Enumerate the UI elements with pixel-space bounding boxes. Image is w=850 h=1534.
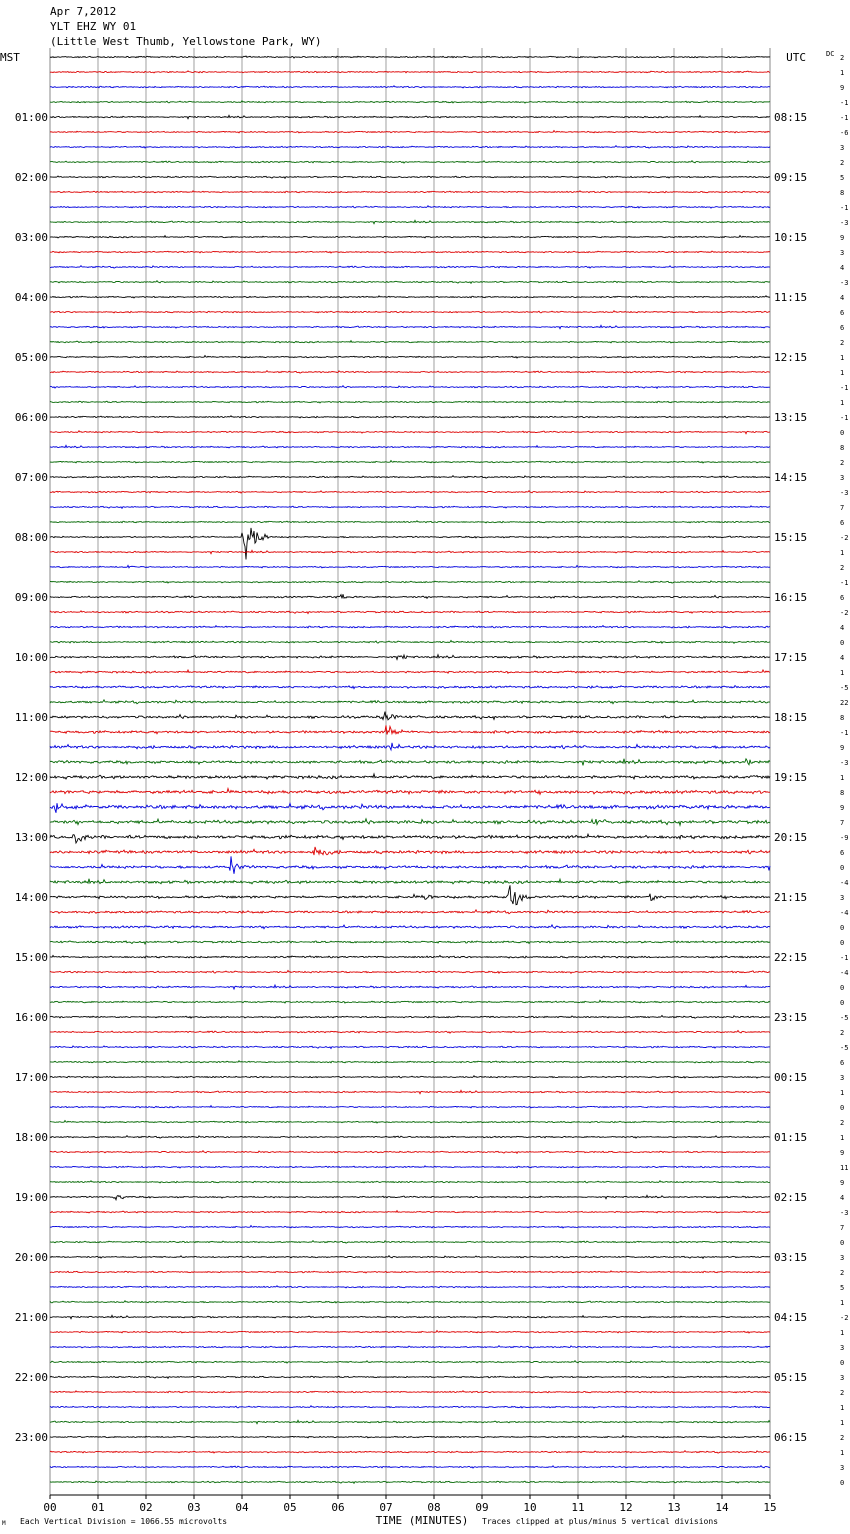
dc-offset-value: 11: [840, 1164, 849, 1172]
trace-row-27: [50, 461, 770, 463]
dc-offset-value: -4: [840, 879, 849, 887]
dc-offset-value: 3: [840, 1254, 845, 1262]
trace-row-83: [50, 1301, 770, 1303]
dc-offset-value: 7: [840, 819, 845, 827]
hour-label-utc: 21:15: [774, 891, 808, 904]
trace-row-26: [50, 445, 770, 448]
dc-offset-value: 3: [840, 144, 845, 152]
trace-row-13: [50, 251, 770, 253]
dc-offset-value: 0: [840, 984, 845, 992]
hour-label-mst: 01:00: [14, 111, 48, 124]
x-tick-label: 11: [571, 1501, 585, 1514]
hour-label-mst: 03:00: [14, 231, 48, 244]
x-tick-label: 06: [331, 1501, 345, 1514]
dc-offset-value: 3: [840, 1344, 845, 1352]
dc-offset-value: 2: [840, 459, 845, 467]
dc-offset-value: 1: [840, 1449, 845, 1457]
dc-offset-value: 5: [840, 174, 845, 182]
trace-row-25: [50, 431, 770, 434]
hour-label-mst: 22:00: [14, 1371, 48, 1384]
trace-row-47: [50, 759, 770, 766]
trace-row-39: [50, 640, 770, 643]
x-tick-label: 00: [43, 1501, 57, 1514]
hour-label-utc: 17:15: [774, 651, 808, 664]
dc-offset-value: 0: [840, 1239, 845, 1247]
dc-offset-value: -1: [840, 114, 849, 122]
trace-row-71: [50, 1121, 770, 1123]
dc-offset-value: 8: [840, 444, 845, 452]
dc-offset-value: -4: [840, 969, 849, 977]
dc-offset-value: 6: [840, 849, 845, 857]
hour-label-mst: 15:00: [14, 951, 48, 964]
x-tick-label: 04: [235, 1501, 249, 1514]
trace-row-42: [50, 686, 770, 689]
hour-label-utc: 15:15: [774, 531, 808, 544]
hour-label-utc: 01:15: [774, 1131, 808, 1144]
hour-label-mst: 09:00: [14, 591, 48, 604]
dc-offset-value: -1: [840, 954, 849, 962]
dc-offset-value: 3: [840, 1074, 845, 1082]
x-tick-label: 05: [283, 1501, 297, 1514]
trace-row-12: [50, 236, 770, 238]
dc-offset-value: 1: [840, 774, 845, 782]
trace-row-68: [50, 1076, 770, 1078]
dc-offset-value: 4: [840, 1194, 845, 1202]
trace-row-33: [50, 550, 770, 553]
trace-row-34: [50, 565, 770, 567]
trace-row-31: [50, 521, 770, 523]
trace-row-10: [50, 206, 770, 208]
trace-row-24: [50, 416, 770, 418]
dc-offset-value: 6: [840, 1059, 845, 1067]
trace-row-3: [50, 101, 770, 103]
trace-row-73: [50, 1151, 770, 1154]
hour-label-utc: 00:15: [774, 1071, 808, 1084]
trace-row-35: [50, 581, 770, 583]
trace-row-77: [50, 1211, 770, 1213]
dc-offset-value: -1: [840, 204, 849, 212]
trace-row-78: [50, 1226, 770, 1228]
trace-row-14: [50, 266, 770, 268]
trace-row-23: [50, 401, 770, 403]
dc-offset-value: -1: [840, 579, 849, 587]
hour-label-mst: 13:00: [14, 831, 48, 844]
dc-offset-value: 1: [840, 1134, 845, 1142]
dc-offset-value: 9: [840, 744, 845, 752]
trace-row-36: [50, 594, 770, 598]
dc-offset-value: 4: [840, 294, 845, 302]
x-tick-label: 10: [523, 1501, 537, 1514]
trace-row-57: [50, 910, 770, 914]
dc-offset-value: 1: [840, 399, 845, 407]
dc-offset-value: 8: [840, 789, 845, 797]
hour-label-utc: 14:15: [774, 471, 808, 484]
hour-label-mst: 02:00: [14, 171, 48, 184]
dc-offset-value: 6: [840, 519, 845, 527]
dc-offset-value: 1: [840, 1329, 845, 1337]
x-tick-label: 09: [475, 1501, 489, 1514]
hour-label-mst: 20:00: [14, 1251, 48, 1264]
footer-scale-note: Each Vertical Division = 1066.55 microvolts: [20, 1517, 228, 1526]
trace-row-22: [50, 386, 770, 389]
hour-label-utc: 03:15: [774, 1251, 808, 1264]
trace-row-60: [50, 955, 770, 958]
trace-row-63: [50, 1000, 770, 1003]
hour-label-utc: 04:15: [774, 1311, 808, 1324]
hour-label-mst: 06:00: [14, 411, 48, 424]
hour-label-mst: 12:00: [14, 771, 48, 784]
hour-label-utc: 08:15: [774, 111, 808, 124]
hour-label-utc: 18:15: [774, 711, 808, 724]
trace-row-53: [50, 847, 770, 855]
trace-row-44: [50, 712, 770, 720]
header-location: (Little West Thumb, Yellowstone Park, WY): [50, 35, 322, 48]
dc-offset-value: 2: [840, 159, 845, 167]
trace-row-67: [50, 1061, 770, 1063]
trace-row-92: [50, 1436, 770, 1438]
trace-row-80: [50, 1256, 770, 1259]
hour-label-mst: 16:00: [14, 1011, 48, 1024]
dc-offset-value: 0: [840, 999, 845, 1007]
header-station: YLT EHZ WY 01: [50, 20, 137, 33]
trace-row-19: [50, 341, 770, 343]
dc-offset-value: -5: [840, 1014, 849, 1022]
dc-offset-value: 7: [840, 1224, 845, 1232]
dc-offset-value: -2: [840, 609, 849, 617]
trace-row-52: [50, 834, 770, 843]
hour-label-utc: 09:15: [774, 171, 808, 184]
dc-offset-value: 8: [840, 189, 845, 197]
trace-row-82: [50, 1286, 770, 1288]
trace-row-32: [50, 528, 770, 560]
trace-row-28: [50, 476, 770, 478]
trace-row-58: [50, 925, 770, 929]
trace-row-49: [50, 788, 770, 794]
hour-label-mst: 10:00: [14, 651, 48, 664]
trace-row-65: [50, 1031, 770, 1034]
trace-row-89: [50, 1391, 770, 1393]
trace-row-51: [50, 819, 770, 825]
trace-row-74: [50, 1166, 770, 1168]
dc-offset-value: -1: [840, 384, 849, 392]
x-tick-label: 15: [763, 1501, 777, 1514]
trace-row-56: [50, 885, 770, 904]
x-tick-label: 14: [715, 1501, 729, 1514]
hour-label-utc: 11:15: [774, 291, 808, 304]
dc-offset-value: 1: [840, 1299, 845, 1307]
trace-row-61: [50, 970, 770, 973]
hour-label-mst: 08:00: [14, 531, 48, 544]
dc-offset-value: 3: [840, 1464, 845, 1472]
dc-offset-value: 1: [840, 369, 845, 377]
dc-offset-value: 4: [840, 624, 845, 632]
trace-row-76: [50, 1195, 770, 1199]
hour-label-mst: 18:00: [14, 1131, 48, 1144]
hour-label-mst: 19:00: [14, 1191, 48, 1204]
trace-row-59: [50, 941, 770, 944]
trace-row-84: [50, 1315, 770, 1318]
dc-offset-value: 1: [840, 1419, 845, 1427]
trace-row-95: [50, 1481, 770, 1483]
trace-row-40: [50, 655, 770, 660]
dc-offset-value: -1: [840, 414, 849, 422]
trace-row-48: [50, 774, 770, 779]
dc-offset-value: 2: [840, 54, 845, 62]
dc-offset-value: -1: [840, 99, 849, 107]
hour-label-utc: 10:15: [774, 231, 808, 244]
trace-row-94: [50, 1466, 770, 1468]
dc-offset-value: 9: [840, 84, 845, 92]
dc-offset-value: -6: [840, 129, 849, 137]
dc-offset-value: 1: [840, 669, 845, 677]
trace-row-46: [50, 743, 770, 750]
hour-label-mst: 07:00: [14, 471, 48, 484]
trace-row-21: [50, 371, 770, 373]
dc-offset-value: 2: [840, 564, 845, 572]
hour-label-utc: 13:15: [774, 411, 808, 424]
dc-offset-value: 9: [840, 1179, 845, 1187]
trace-row-64: [50, 1016, 770, 1019]
dc-offset-value: 0: [840, 429, 845, 437]
hour-label-utc: 23:15: [774, 1011, 808, 1024]
dc-offset-value: 1: [840, 1404, 845, 1412]
dc-offset-value: -5: [840, 684, 849, 692]
x-tick-label: 13: [667, 1501, 681, 1514]
trace-row-17: [50, 311, 770, 313]
dc-offset-value: 1: [840, 1089, 845, 1097]
trace-row-1: [50, 71, 770, 73]
dc-offset-value: -2: [840, 534, 849, 542]
trace-row-29: [50, 491, 770, 493]
trace-row-90: [50, 1406, 770, 1408]
trace-row-15: [50, 281, 770, 284]
dc-offset-value: 3: [840, 1374, 845, 1382]
trace-row-88: [50, 1376, 770, 1378]
footer-clip-note: Traces clipped at plus/minus 5 vertical divisions: [482, 1517, 719, 1526]
hour-label-mst: 14:00: [14, 891, 48, 904]
trace-row-37: [50, 611, 770, 614]
dc-offset-value: 6: [840, 324, 845, 332]
dc-label: DC: [826, 50, 835, 58]
trace-row-55: [50, 879, 770, 884]
x-axis-title: TIME (MINUTES): [375, 1514, 469, 1527]
dc-offset-value: 7: [840, 504, 845, 512]
dc-offset-value: 9: [840, 1149, 845, 1157]
dc-offset-value: 22: [840, 699, 849, 707]
dc-offset-value: 1: [840, 69, 845, 77]
trace-row-11: [50, 220, 770, 223]
x-tick-label: 03: [187, 1501, 201, 1514]
trace-row-38: [50, 626, 770, 628]
trace-row-50: [50, 803, 770, 813]
trace-row-18: [50, 325, 770, 328]
hour-label-mst: 23:00: [14, 1431, 48, 1444]
trace-row-41: [50, 670, 770, 673]
trace-row-0: [50, 56, 770, 58]
dc-offset-value: 9: [840, 234, 845, 242]
header-date: Apr 7,2012: [50, 5, 117, 18]
dc-offset-value: -3: [840, 759, 849, 767]
dc-offset-value: -3: [840, 1209, 849, 1217]
x-tick-label: 12: [619, 1501, 633, 1514]
dc-offset-value: 0: [840, 1479, 845, 1487]
left-timezone-label: MST: [0, 51, 20, 64]
dc-offset-value: 2: [840, 1119, 845, 1127]
dc-offset-value: 0: [840, 1104, 845, 1112]
trace-row-79: [50, 1241, 770, 1243]
x-tick-label: 01: [91, 1501, 105, 1514]
x-tick-label: 08: [427, 1501, 441, 1514]
dc-offset-value: 2: [840, 1269, 845, 1277]
dc-offset-value: 3: [840, 894, 845, 902]
dc-offset-value: -2: [840, 1314, 849, 1322]
trace-row-72: [50, 1136, 770, 1138]
hour-label-utc: 12:15: [774, 351, 808, 364]
dc-offset-value: -4: [840, 909, 849, 917]
dc-offset-value: -1: [840, 729, 849, 737]
dc-offset-value: 3: [840, 249, 845, 257]
trace-row-5: [50, 131, 770, 133]
dc-offset-value: 2: [840, 1434, 845, 1442]
dc-offset-value: 2: [840, 1389, 845, 1397]
right-timezone-label: UTC: [786, 51, 806, 64]
dc-offset-value: -3: [840, 279, 849, 287]
trace-row-87: [50, 1361, 770, 1363]
trace-row-81: [50, 1271, 770, 1273]
dc-offset-value: 6: [840, 309, 845, 317]
dc-offset-value: 0: [840, 939, 845, 947]
dc-offset-value: 5: [840, 1284, 845, 1292]
trace-row-9: [50, 191, 770, 193]
dc-offset-value: -3: [840, 489, 849, 497]
hour-label-mst: 17:00: [14, 1071, 48, 1084]
trace-row-16: [50, 296, 770, 298]
dc-offset-value: 0: [840, 639, 845, 647]
trace-row-93: [50, 1451, 770, 1453]
trace-row-30: [50, 506, 770, 509]
trace-row-54: [50, 856, 770, 874]
dc-offset-value: -5: [840, 1044, 849, 1052]
dc-offset-value: 0: [840, 924, 845, 932]
hour-label-utc: 02:15: [774, 1191, 808, 1204]
dc-offset-value: 4: [840, 264, 845, 272]
dc-offset-value: 1: [840, 549, 845, 557]
hour-label-utc: 05:15: [774, 1371, 808, 1384]
trace-row-70: [50, 1106, 770, 1108]
dc-offset-value: -3: [840, 219, 849, 227]
dc-offset-value: 0: [840, 864, 845, 872]
trace-row-20: [50, 356, 770, 358]
x-tick-label: 02: [139, 1501, 153, 1514]
dc-offset-value: 9: [840, 804, 845, 812]
hour-label-mst: 11:00: [14, 711, 48, 724]
dc-offset-value: 4: [840, 654, 845, 662]
footer-mark: M: [2, 1520, 6, 1527]
trace-row-7: [50, 161, 770, 163]
dc-offset-value: 8: [840, 714, 845, 722]
trace-row-75: [50, 1181, 770, 1183]
hour-label-utc: 16:15: [774, 591, 808, 604]
dc-offset-value: 3: [840, 474, 845, 482]
trace-row-8: [50, 176, 770, 178]
dc-offset-value: 2: [840, 1029, 845, 1037]
dc-offset-value: 2: [840, 339, 845, 347]
dc-offset-value: 1: [840, 354, 845, 362]
trace-row-85: [50, 1331, 770, 1333]
hour-label-utc: 06:15: [774, 1431, 808, 1444]
trace-row-66: [50, 1046, 770, 1049]
x-tick-label: 07: [379, 1501, 393, 1514]
trace-row-43: [50, 700, 770, 704]
dc-offset-value: -9: [840, 834, 849, 842]
trace-row-2: [50, 86, 770, 88]
hour-label-utc: 19:15: [774, 771, 808, 784]
trace-row-86: [50, 1346, 770, 1348]
dc-offset-value: 0: [840, 1359, 845, 1367]
trace-row-45: [50, 725, 770, 734]
trace-row-62: [50, 985, 770, 989]
hour-label-mst: 21:00: [14, 1311, 48, 1324]
dc-offset-value: 6: [840, 594, 845, 602]
trace-row-6: [50, 146, 770, 148]
hour-label-utc: 20:15: [774, 831, 808, 844]
trace-row-91: [50, 1420, 770, 1423]
trace-row-69: [50, 1090, 770, 1093]
hour-label-utc: 22:15: [774, 951, 808, 964]
hour-label-mst: 04:00: [14, 291, 48, 304]
trace-row-4: [50, 115, 770, 118]
hour-label-mst: 05:00: [14, 351, 48, 364]
